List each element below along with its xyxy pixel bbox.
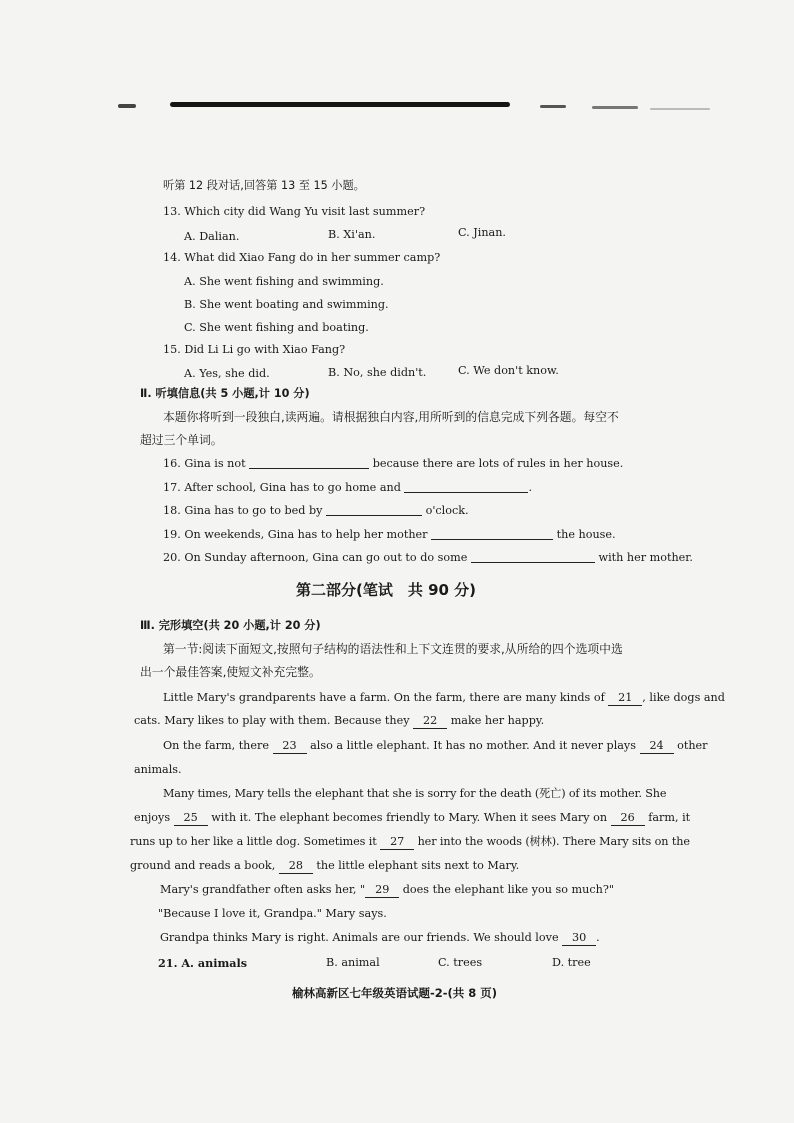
passage-line: Many times, Mary tells the elephant that she is sorry for the death (死亡) of its mother. She	[163, 787, 667, 800]
fill-item-text: 20. On Sunday afternoon, Gina can go out to do some	[163, 551, 468, 564]
passage-text: cats. Mary likes to play with them. Because they	[134, 714, 410, 727]
section-instruction-line: 出一个最佳答案,使短文补充完整。	[140, 665, 321, 679]
option-15b: B. No, she didn't.	[328, 366, 427, 379]
passage-text: , like dogs and	[642, 691, 725, 704]
passage-text: does the elephant like you so much?"	[402, 883, 614, 896]
passage-text: other	[677, 739, 708, 752]
cloze-blank-29[interactable]: 29	[365, 884, 399, 898]
passage-line	[163, 692, 725, 706]
section-instruction-line: 第一节:阅读下面短文,按照句子结构的语法性和上下文连贯的要求,从所给的四个选项中选	[163, 642, 623, 656]
question-14: 14. What did Xiao Fang do in her summer camp?	[163, 251, 441, 264]
fill-item-text: 16. Gina is not	[163, 457, 246, 470]
cloze-blank-28[interactable]: 28	[279, 860, 313, 874]
passage-line	[134, 715, 544, 729]
question-21-option-b: B. animal	[326, 956, 380, 969]
section-instruction: 听第 12 段对话,回答第 13 至 15 小题。	[163, 179, 365, 192]
scan-edge-mark	[540, 105, 566, 108]
passage-text: with it. The elephant becomes friendly to Mary. When it sees Mary on	[211, 811, 608, 824]
fill-item-18	[163, 504, 469, 518]
option-14c: C. She went fishing and boating.	[184, 321, 369, 334]
fill-item-text: the house.	[556, 528, 616, 541]
section-instruction-line: 本题你将听到一段独白,读两遍。请根据独白内容,用所听到的信息完成下列各题。每空不	[163, 410, 619, 424]
option-15a: A. Yes, she did.	[184, 367, 270, 380]
section-instruction-line: 超过三个单词。	[140, 433, 223, 447]
fill-item-text: .	[528, 481, 533, 494]
fill-item-text: because there are lots of rules in her house.	[372, 457, 624, 470]
passage-text: Mary's grandfather often asks her, "	[160, 883, 366, 896]
question-15: 15. Did Li Li go with Xiao Fang?	[163, 343, 346, 356]
option-14a: A. She went fishing and swimming.	[184, 275, 384, 288]
passage-text: Grandpa thinks Mary is right. Animals are our friends. We should love	[160, 931, 559, 944]
answer-blank-16[interactable]	[249, 457, 369, 469]
passage-text: the little elephant sits next to Mary.	[316, 859, 520, 872]
scan-edge-mark	[170, 102, 510, 107]
passage-text: make her happy.	[450, 714, 545, 727]
passage-line: "Because I love it, Grandpa." Mary says.	[158, 907, 387, 920]
answer-blank-17[interactable]	[404, 481, 528, 493]
option-13a: A. Dalian.	[184, 230, 240, 243]
fill-item-text: 18. Gina has to go to bed by	[163, 504, 323, 517]
fill-item-text: with her mother.	[598, 551, 693, 564]
fill-item-text: o'clock.	[425, 504, 469, 517]
passage-text: farm, it	[648, 811, 691, 824]
option-13c: C. Jinan.	[458, 226, 506, 239]
passage-line	[130, 836, 690, 850]
passage-text: also a little elephant. It has no mother. And it never plays	[310, 739, 636, 752]
option-13b: B. Xi'an.	[328, 228, 376, 241]
passage-line: animals.	[134, 763, 182, 776]
scan-edge-mark	[118, 104, 136, 108]
scan-edge-mark	[650, 108, 710, 110]
fill-item-text: 19. On weekends, Gina has to help her mother	[163, 528, 428, 541]
passage-text: On the farm, there	[163, 739, 269, 752]
question-21-option-d: D. tree	[552, 956, 591, 969]
cloze-blank-21[interactable]: 21	[608, 692, 642, 706]
question-13: 13. Which city did Wang Yu visit last summer?	[163, 205, 426, 218]
passage-text: her into the woods (树林). There Mary sits on the	[417, 835, 690, 848]
passage-text: ground and reads a book,	[130, 859, 276, 872]
fill-item-17	[163, 481, 532, 495]
cloze-blank-24[interactable]: 24	[640, 740, 674, 754]
passage-text: runs up to her like a little dog. Sometimes it	[130, 835, 377, 848]
section-heading-listening-info: Ⅱ. 听填信息(共 5 小题,计 10 分)	[140, 387, 310, 400]
passage-line	[130, 860, 519, 874]
answer-blank-19[interactable]	[431, 528, 553, 540]
fill-item-20	[163, 551, 693, 565]
passage-line	[160, 884, 614, 898]
cloze-blank-25[interactable]: 25	[174, 812, 208, 826]
cloze-blank-22[interactable]: 22	[413, 715, 447, 729]
fill-item-text: 17. After school, Gina has to go home and	[163, 481, 401, 494]
cloze-blank-26[interactable]: 26	[611, 812, 645, 826]
passage-text: enjoys	[134, 811, 171, 824]
passage-text: Little Mary's grandparents have a farm. On the farm, there are many kinds of	[163, 691, 605, 704]
cloze-blank-27[interactable]: 27	[380, 836, 414, 850]
scan-edge-mark	[592, 106, 638, 109]
answer-blank-20[interactable]	[471, 551, 595, 563]
passage-line	[134, 812, 690, 826]
question-21-option-c: C. trees	[438, 956, 483, 969]
answer-blank-18[interactable]	[326, 504, 422, 516]
page-footer: 榆林高新区七年级英语试题-2-(共 8 页)	[292, 986, 498, 1000]
part-title-written: 第二部分(笔试 共 90 分)	[296, 581, 477, 599]
section-heading-cloze: Ⅲ. 完形填空(共 20 小题,计 20 分)	[140, 619, 321, 632]
question-21-option-a: 21. A. animals	[158, 956, 248, 970]
passage-line	[160, 932, 600, 946]
cloze-blank-30[interactable]: 30	[562, 932, 596, 946]
cloze-blank-23[interactable]: 23	[273, 740, 307, 754]
passage-line	[163, 740, 708, 754]
option-14b: B. She went boating and swimming.	[184, 298, 389, 311]
fill-item-16	[163, 457, 623, 471]
option-15c: C. We don't know.	[458, 364, 559, 377]
fill-item-19	[163, 528, 616, 542]
passage-text: .	[596, 931, 600, 944]
